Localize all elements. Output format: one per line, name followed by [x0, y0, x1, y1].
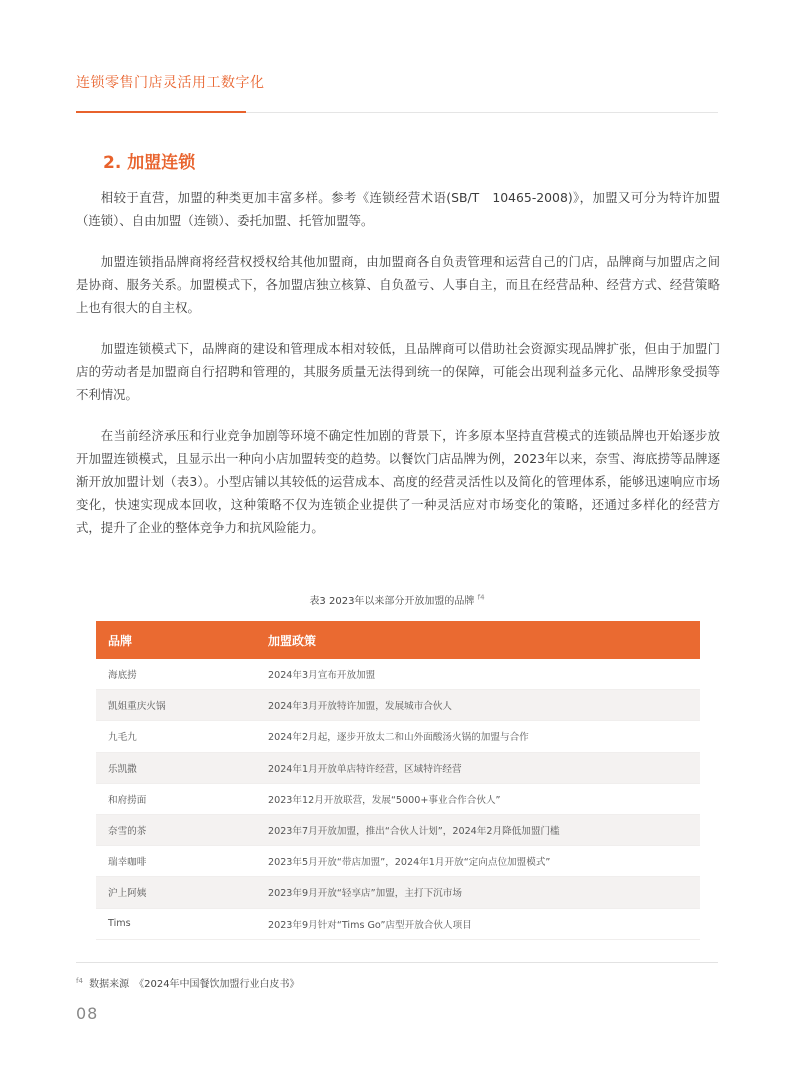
cell-brand: 海底捞 — [96, 659, 218, 690]
cell-policy: 2023年5月开放“带店加盟”，2024年1月开放“定向点位加盟模式” — [218, 846, 700, 877]
cell-brand: 凯姐重庆火锅 — [96, 690, 218, 721]
table-row — [96, 752, 700, 783]
cell-policy: 2023年12月开放联营，发展“5000+事业合作合伙人” — [218, 783, 700, 814]
cell-policy: 2023年9月开放“轻享店”加盟，主打下沉市场 — [218, 877, 700, 908]
paragraph-2: 加盟连锁指品牌商将经营权授权给其他加盟商，由加盟商各自负责管理和运营自己的门店，品牌商与加盟店之间是协商、服务关系。加盟模式下，各加盟店独立核算、自负盈亏、人事自主，而且在经营品种、经营方式、经营策略上也有很大的自主权。 — [76, 254, 720, 315]
paragraph-3: 加盟连锁模式下，品牌商的建设和管理成本相对较低，且品牌商可以借助社会资源实现品牌扩张，但由于加盟门店的劳动者是加盟商自行招聘和管理的，其服务质量无法得到统一的保障，可能会出现利益多元化、品牌形象受损等不利情况。 — [76, 341, 720, 402]
cell-policy: 2024年3月开放特许加盟，发展城市合伙人 — [218, 690, 700, 721]
header-rule — [246, 112, 718, 113]
column-header-policy: 加盟政策 — [218, 621, 700, 659]
cell-brand: 沪上阿姨 — [96, 877, 218, 908]
table-row — [96, 814, 700, 845]
brand-table — [96, 621, 700, 940]
cell-brand: Tims — [96, 908, 218, 939]
cell-policy: 2024年1月开放单店特许经营，区域特许经营 — [218, 752, 700, 783]
table-row — [96, 846, 700, 877]
table-row — [96, 908, 700, 939]
cell-brand: 瑞幸咖啡 — [96, 846, 218, 877]
table-caption — [0, 592, 794, 607]
table-row — [96, 721, 700, 752]
column-header-brand: 品牌 — [96, 621, 218, 659]
header-title: 连锁零售门店灵活用工数字化 — [76, 75, 265, 91]
cell-policy: 2024年3月宣布开放加盟 — [218, 659, 700, 690]
paragraph-4: 在当前经济承压和行业竞争加剧等环境不确定性加剧的背景下，许多原本坚持直营模式的连锁品牌也开始逐步放开加盟连锁模式，且显示出一种向小店加盟转变的趋势。以餐饮门店品牌为例，2023年以来，奈雪、海底捞等品牌逐渐开放加盟计划（表3）。小型店铺以其较低的运营成本、高度的经营灵活性以及简化的管理体系，能够迅速响应市场变化，快速实现成本回收，这种策略不仅为连锁企业提供了一种灵活应对市场变化的策略，还通过多样化的经营方式，提升了企业的整体竞争力和抗风险能力。 — [76, 428, 720, 535]
header-rule-accent — [76, 111, 246, 113]
table-row — [96, 659, 700, 690]
page-number: 08 — [76, 1004, 99, 1023]
footnote-text: 数据来源 《2024年中国餐饮加盟行业白皮书》 — [89, 979, 300, 990]
paragraph-1: 相较于直营，加盟的种类更加丰富多样。参考《连锁经营术语(SB/T 10465-2008)》，加盟又可分为特许加盟（连锁）、自由加盟（连锁）、委托加盟、托管加盟等。 — [76, 190, 720, 228]
table-header-row — [96, 621, 700, 659]
cell-policy: 2023年7月开放加盟，推出“合伙人计划”，2024年2月降低加盟门槛 — [218, 814, 700, 845]
cell-brand: 和府捞面 — [96, 783, 218, 814]
table-row — [96, 690, 700, 721]
cell-brand: 九毛九 — [96, 721, 218, 752]
footnote-rule — [76, 962, 718, 963]
section-heading: 2. 加盟连锁 — [103, 153, 196, 173]
footnote — [76, 975, 300, 990]
table-caption-text: 表3 2023年以来部分开放加盟的品牌 — [309, 596, 475, 607]
table-row — [96, 783, 700, 814]
cell-policy: 2024年2月起，逐步开放太二和山外面酸汤火锅的加盟与合作 — [218, 721, 700, 752]
footnote-mark: f4 — [76, 976, 83, 985]
cell-brand: 乐凯撒 — [96, 752, 218, 783]
body-text — [76, 186, 720, 557]
cell-brand: 奈雪的茶 — [96, 814, 218, 845]
table-row — [96, 877, 700, 908]
cell-policy: 2023年9月针对“Tims Go”店型开放合伙人项目 — [218, 908, 700, 939]
table-caption-footnote-mark: f4 — [477, 593, 485, 602]
